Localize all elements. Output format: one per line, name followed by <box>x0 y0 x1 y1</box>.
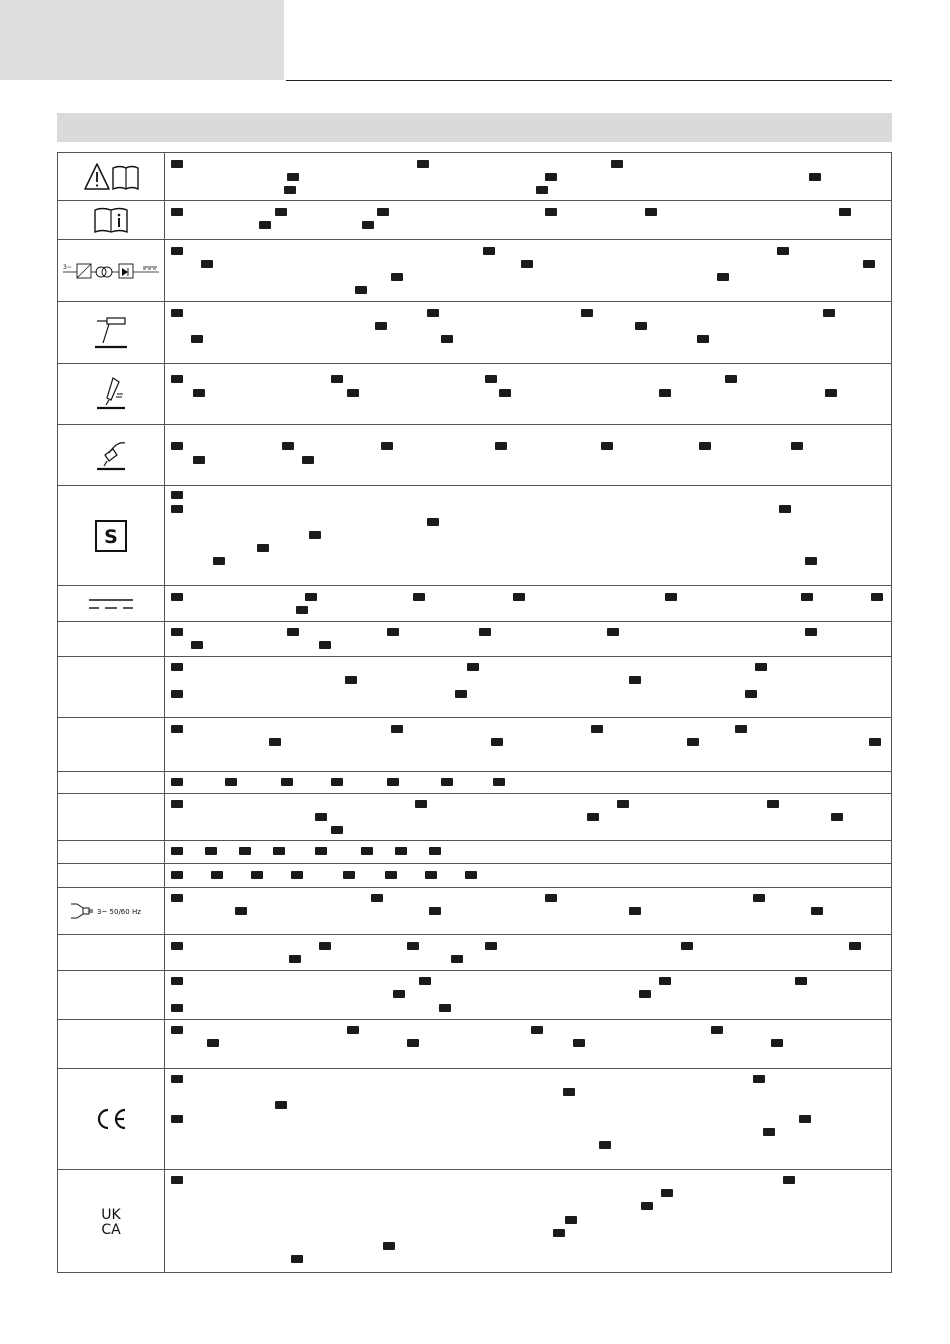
icon-cell <box>58 486 165 586</box>
table-row <box>58 772 892 794</box>
redacted-flag <box>629 676 641 684</box>
description-cell <box>165 718 892 772</box>
redacted-flag <box>171 1004 183 1012</box>
mains-plug-icon <box>69 901 153 921</box>
redacted-flag <box>771 1039 783 1047</box>
redacted-flag <box>779 505 791 513</box>
redacted-flag <box>331 778 343 786</box>
ce-mark-icon <box>94 1107 128 1131</box>
icon-cell <box>58 971 165 1020</box>
redacted-flag <box>282 442 294 450</box>
redacted-flag <box>381 442 393 450</box>
redacted-flag <box>347 389 359 397</box>
redacted-flag <box>289 955 301 963</box>
redacted-flag <box>425 871 437 879</box>
redacted-flag <box>429 907 441 915</box>
table-row <box>58 302 892 364</box>
redacted-flag <box>591 725 603 733</box>
warning-manual-icon <box>83 161 139 193</box>
redacted-flag <box>213 557 225 565</box>
description-cell <box>165 935 892 971</box>
tig-welding-icon <box>91 374 131 414</box>
redacted-flag <box>573 1039 585 1047</box>
redacted-flag <box>171 663 183 671</box>
mma-welding-icon <box>91 315 131 351</box>
redacted-flag <box>171 977 183 985</box>
redacted-flag <box>441 335 453 343</box>
redacted-flag <box>755 663 767 671</box>
table-row <box>58 240 892 302</box>
icon-cell <box>58 772 165 794</box>
description-cell <box>165 1170 892 1273</box>
redacted-flag <box>171 894 183 902</box>
description-cell <box>165 1069 892 1170</box>
description-cell <box>165 586 892 622</box>
redacted-flag <box>257 544 269 552</box>
redacted-flag <box>387 778 399 786</box>
redacted-flag <box>831 813 843 821</box>
redacted-flag <box>531 1026 543 1034</box>
redacted-flag <box>553 1229 565 1237</box>
redacted-flag <box>441 778 453 786</box>
redacted-flag <box>171 942 183 950</box>
table-row <box>58 888 892 935</box>
redacted-flag <box>491 738 503 746</box>
redacted-flag <box>629 907 641 915</box>
header-rule <box>286 80 892 81</box>
redacted-flag <box>171 375 183 383</box>
redacted-flag <box>711 1026 723 1034</box>
redacted-flag <box>639 990 651 998</box>
description-cell <box>165 201 892 240</box>
redacted-flag <box>211 871 223 879</box>
icon-cell <box>58 201 165 240</box>
redacted-flag <box>545 173 557 181</box>
redacted-flag <box>417 160 429 168</box>
redacted-flag <box>355 286 367 294</box>
redacted-flag <box>415 800 427 808</box>
redacted-flag <box>259 221 271 229</box>
redacted-flag <box>427 518 439 526</box>
redacted-flag <box>493 778 505 786</box>
redacted-flag <box>717 273 729 281</box>
redacted-flag <box>485 375 497 383</box>
redacted-flag <box>767 800 779 808</box>
redacted-flag <box>823 309 835 317</box>
description-cell <box>165 240 892 302</box>
redacted-flag <box>171 208 183 216</box>
icon-cell <box>58 153 165 201</box>
table-row <box>58 794 892 841</box>
redacted-flag <box>361 847 373 855</box>
redacted-flag <box>171 505 183 513</box>
redacted-flag <box>869 738 881 746</box>
redacted-flag <box>659 977 671 985</box>
description-cell <box>165 622 892 657</box>
redacted-flag <box>193 456 205 464</box>
redacted-flag <box>427 309 439 317</box>
table-row <box>58 657 892 718</box>
redacted-flag <box>171 1026 183 1034</box>
redacted-flag <box>617 800 629 808</box>
redacted-flag <box>659 389 671 397</box>
redacted-flag <box>687 738 699 746</box>
description-cell <box>165 1020 892 1069</box>
redacted-flag <box>291 1255 303 1263</box>
redacted-flag <box>839 208 851 216</box>
redacted-flag <box>377 208 389 216</box>
svg-text:UK: UK <box>101 1207 121 1223</box>
redacted-flag <box>565 1216 577 1224</box>
redacted-flag <box>171 309 183 317</box>
redacted-flag <box>395 847 407 855</box>
redacted-flag <box>641 1202 653 1210</box>
redacted-flag <box>809 173 821 181</box>
redacted-flag <box>735 725 747 733</box>
redacted-flag <box>239 847 251 855</box>
icon-cell <box>58 240 165 302</box>
table-row <box>58 718 892 772</box>
redacted-flag <box>413 593 425 601</box>
icon-cell <box>58 302 165 364</box>
redacted-flag <box>451 955 463 963</box>
redacted-flag <box>753 1075 765 1083</box>
redacted-flag <box>287 173 299 181</box>
redacted-flag <box>251 871 263 879</box>
redacted-flag <box>287 628 299 636</box>
redacted-flag <box>207 1039 219 1047</box>
redacted-flag <box>375 322 387 330</box>
icon-cell <box>58 1170 165 1273</box>
redacted-flag <box>385 871 397 879</box>
redacted-flag <box>331 826 343 834</box>
table-row <box>58 935 892 971</box>
redacted-flag <box>319 641 331 649</box>
svg-text:3~ 50/60 Hz: 3~ 50/60 Hz <box>97 908 141 916</box>
redacted-flag <box>763 1128 775 1136</box>
redacted-flag <box>171 1115 183 1123</box>
redacted-flag <box>171 847 183 855</box>
description-cell <box>165 864 892 888</box>
redacted-flag <box>331 375 343 383</box>
table-row <box>58 864 892 888</box>
redacted-flag <box>521 260 533 268</box>
redacted-flag <box>171 1176 183 1184</box>
icon-cell <box>58 1069 165 1170</box>
redacted-flag <box>302 456 314 464</box>
table-row <box>58 201 892 240</box>
table-row <box>58 425 892 486</box>
redacted-flag <box>391 725 403 733</box>
redacted-flag <box>235 907 247 915</box>
redacted-flag <box>383 1242 395 1250</box>
redacted-flag <box>362 221 374 229</box>
redacted-flag <box>345 676 357 684</box>
mig-welding-icon <box>91 435 131 475</box>
redacted-flag <box>171 725 183 733</box>
redacted-flag <box>465 871 477 879</box>
icon-cell <box>58 718 165 772</box>
table-row <box>58 622 892 657</box>
redacted-flag <box>699 442 711 450</box>
redacted-flag <box>391 273 403 281</box>
description-cell <box>165 971 892 1020</box>
redacted-flag <box>495 442 507 450</box>
redacted-flag <box>599 1141 611 1149</box>
redacted-flag <box>171 442 183 450</box>
redacted-flag <box>485 942 497 950</box>
icon-cell <box>58 935 165 971</box>
table-row <box>58 153 892 201</box>
redacted-flag <box>645 208 657 216</box>
redacted-flag <box>275 208 287 216</box>
redacted-flag <box>171 491 183 499</box>
table-row <box>58 586 892 622</box>
description-cell <box>165 657 892 718</box>
redacted-flag <box>581 309 593 317</box>
svg-text:CA: CA <box>101 1222 121 1237</box>
redacted-flag <box>563 1088 575 1096</box>
description-cell <box>165 888 892 935</box>
table-row <box>58 1020 892 1069</box>
description-cell <box>165 425 892 486</box>
redacted-flag <box>439 1004 451 1012</box>
description-cell <box>165 841 892 864</box>
ukca-mark-icon <box>94 1205 128 1237</box>
redacted-flag <box>171 628 183 636</box>
redacted-flag <box>371 894 383 902</box>
redacted-flag <box>753 894 765 902</box>
redacted-flag <box>296 606 308 614</box>
redacted-flag <box>455 690 467 698</box>
header-tab-block <box>0 0 284 80</box>
redacted-flag <box>697 335 709 343</box>
redacted-flag <box>309 531 321 539</box>
redacted-flag <box>171 871 183 879</box>
table-row <box>58 486 892 586</box>
icon-cell <box>58 364 165 425</box>
redacted-flag <box>587 813 599 821</box>
redacted-flag <box>545 894 557 902</box>
table-row <box>58 841 892 864</box>
symbol-table <box>57 152 892 1273</box>
redacted-flag <box>269 738 281 746</box>
redacted-flag <box>725 375 737 383</box>
redacted-flag <box>479 628 491 636</box>
redacted-flag <box>745 690 757 698</box>
info-manual-icon <box>93 206 129 234</box>
redacted-flag <box>201 260 213 268</box>
redacted-flag <box>281 778 293 786</box>
redacted-flag <box>611 160 623 168</box>
description-cell <box>165 153 892 201</box>
icon-cell <box>58 864 165 888</box>
inverter-diagram-icon <box>61 260 161 282</box>
redacted-flag <box>419 977 431 985</box>
redacted-flag <box>795 977 807 985</box>
redacted-flag <box>849 942 861 950</box>
redacted-flag <box>499 389 511 397</box>
redacted-flag <box>483 247 495 255</box>
redacted-flag <box>777 247 789 255</box>
description-cell <box>165 364 892 425</box>
redacted-flag <box>291 871 303 879</box>
redacted-flag <box>825 389 837 397</box>
redacted-flag <box>429 847 441 855</box>
redacted-flag <box>315 813 327 821</box>
redacted-flag <box>191 641 203 649</box>
redacted-flag <box>661 1189 673 1197</box>
redacted-flag <box>275 1101 287 1109</box>
redacted-flag <box>284 186 296 194</box>
description-cell <box>165 794 892 841</box>
table-row <box>58 364 892 425</box>
redacted-flag <box>319 942 331 950</box>
table-row <box>58 971 892 1020</box>
redacted-flag <box>805 557 817 565</box>
redacted-flag <box>601 442 613 450</box>
redacted-flag <box>791 442 803 450</box>
table-row <box>58 1170 892 1273</box>
redacted-flag <box>315 847 327 855</box>
svg-text:3~: 3~ <box>63 263 72 271</box>
redacted-flag <box>347 1026 359 1034</box>
icon-cell <box>58 841 165 864</box>
section-heading-band <box>57 113 892 142</box>
redacted-flag <box>225 778 237 786</box>
redacted-flag <box>171 690 183 698</box>
s-symbol-icon <box>94 519 128 553</box>
redacted-flag <box>205 847 217 855</box>
redacted-flag <box>805 628 817 636</box>
redacted-flag <box>273 847 285 855</box>
description-cell <box>165 486 892 586</box>
redacted-flag <box>801 593 813 601</box>
redacted-flag <box>863 260 875 268</box>
redacted-flag <box>407 942 419 950</box>
redacted-flag <box>607 628 619 636</box>
dc-current-icon <box>86 596 136 612</box>
redacted-flag <box>681 942 693 950</box>
redacted-flag <box>513 593 525 601</box>
icon-cell <box>58 794 165 841</box>
redacted-flag <box>171 247 183 255</box>
redacted-flag <box>387 628 399 636</box>
redacted-flag <box>536 186 548 194</box>
redacted-flag <box>171 160 183 168</box>
redacted-flag <box>171 593 183 601</box>
description-cell <box>165 772 892 794</box>
redacted-flag <box>193 389 205 397</box>
redacted-flag <box>171 800 183 808</box>
icon-cell <box>58 888 165 935</box>
redacted-flag <box>393 990 405 998</box>
redacted-flag <box>343 871 355 879</box>
redacted-flag <box>799 1115 811 1123</box>
icon-cell <box>58 657 165 718</box>
redacted-flag <box>635 322 647 330</box>
description-cell <box>165 302 892 364</box>
redacted-flag <box>305 593 317 601</box>
table-row <box>58 1069 892 1170</box>
redacted-flag <box>545 208 557 216</box>
redacted-flag <box>171 1075 183 1083</box>
redacted-flag <box>783 1176 795 1184</box>
icon-cell <box>58 622 165 657</box>
icon-cell <box>58 1020 165 1069</box>
redacted-flag <box>665 593 677 601</box>
redacted-flag <box>171 778 183 786</box>
icon-cell <box>58 586 165 622</box>
redacted-flag <box>811 907 823 915</box>
redacted-flag <box>407 1039 419 1047</box>
redacted-flag <box>191 335 203 343</box>
icon-cell <box>58 425 165 486</box>
redacted-flag <box>871 593 883 601</box>
redacted-flag <box>467 663 479 671</box>
svg-text:S: S <box>104 525 118 548</box>
